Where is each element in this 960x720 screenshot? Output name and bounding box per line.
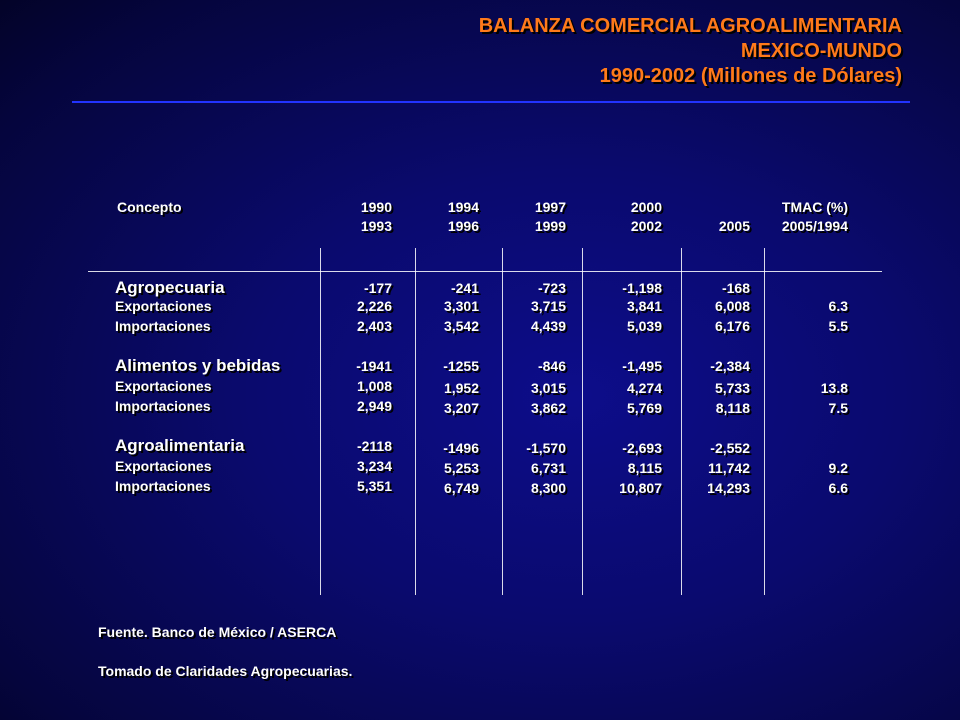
reference-note: Tomado de Claridades Agropecuarias. (98, 663, 353, 679)
value-cell: 4,439 (530, 318, 566, 334)
value-cell: 3,015 (530, 380, 566, 396)
value-cell: 10,807 (619, 480, 662, 496)
row-label-exportaciones: Exportaciones (115, 458, 212, 474)
col-header-tmac-bottom: 2005/1994 (781, 218, 848, 234)
value-cell: 6,176 (714, 318, 750, 334)
value-cell: -1941 (356, 358, 392, 374)
title-divider (72, 101, 910, 103)
value-cell: 2,403 (356, 318, 392, 334)
value-cell: 5,039 (626, 318, 662, 334)
value-cell: 3,234 (356, 458, 392, 474)
col-header-2000-top: 2000 (630, 199, 662, 215)
col-header-tmac-top: TMAC (%) (781, 199, 848, 215)
slide-title (479, 14, 902, 89)
value-cell: 3,862 (530, 400, 566, 416)
value-cell: 3,542 (443, 318, 479, 334)
col-header-1990-bottom: 1993 (360, 218, 392, 234)
value-cell: 2,226 (356, 298, 392, 314)
value-cell: 2,949 (356, 398, 392, 414)
value-cell: 6,731 (530, 460, 566, 476)
value-cell: -177 (363, 280, 392, 296)
value-cell: 11,742 (707, 460, 750, 476)
value-cell: 8,118 (715, 400, 750, 416)
value-cell: -846 (537, 358, 566, 374)
row-label-importaciones: Importaciones (115, 478, 211, 494)
value-cell: 14,293 (707, 480, 750, 496)
row-label-importaciones: Importaciones (115, 398, 211, 414)
value-cell: -1,198 (622, 280, 662, 296)
value-cell: -2,384 (710, 358, 750, 374)
value-cell: 5,733 (714, 380, 750, 396)
value-cell: -723 (537, 280, 566, 296)
value-cell: 5,769 (626, 400, 662, 416)
value-cell: -2,552 (710, 440, 750, 456)
tmac-cell: 6.6 (828, 480, 848, 496)
group-label-alimentos-y-bebidas: Alimentos y bebidas (115, 356, 281, 375)
column-divider (681, 248, 682, 595)
value-cell: 3,715 (530, 298, 566, 314)
value-cell: -1,570 (526, 440, 566, 456)
value-cell: -2,693 (622, 440, 662, 456)
value-cell: -168 (721, 280, 750, 296)
value-cell: -1,495 (622, 358, 662, 374)
value-cell: 3,301 (443, 298, 479, 314)
column-divider (502, 248, 503, 595)
column-divider (415, 248, 416, 595)
col-header-2000-bottom: 2002 (630, 218, 662, 234)
column-divider (764, 248, 765, 595)
source-note: Fuente. Banco de México / ASERCA (98, 624, 337, 640)
row-label-importaciones: Importaciones (115, 318, 211, 334)
col-header-1994-bottom: 1996 (447, 218, 479, 234)
column-divider (582, 248, 583, 595)
group-label-agropecuaria: Agropecuaria (115, 278, 225, 297)
value-cell: 5,351 (356, 478, 392, 494)
tmac-cell: 9.2 (828, 460, 848, 476)
tmac-cell: 6.3 (828, 298, 848, 314)
row-label-exportaciones: Exportaciones (115, 378, 212, 394)
value-cell: -1255 (443, 358, 479, 374)
group-label-agroalimentaria: Agroalimentaria (115, 436, 245, 455)
value-cell: 1,008 (356, 378, 392, 394)
value-cell: 8,300 (530, 480, 566, 496)
value-cell: 8,115 (627, 460, 662, 476)
value-cell: 4,274 (626, 380, 662, 396)
value-cell: -2118 (356, 438, 392, 454)
value-cell: 3,207 (443, 400, 479, 416)
value-cell: 6,008 (714, 298, 750, 314)
value-cell: -1496 (443, 440, 479, 456)
col-header-1994-top: 1994 (447, 199, 479, 215)
column-divider (320, 248, 321, 595)
col-header-1997-bottom: 1999 (534, 218, 566, 234)
tmac-cell: 13.8 (820, 380, 848, 396)
title-line-3: 1990-2002 (Millones de Dólares) (599, 65, 902, 87)
value-cell: 1,952 (443, 380, 479, 396)
value-cell: 3,841 (626, 298, 662, 314)
row-label-exportaciones: Exportaciones (115, 298, 212, 314)
col-header-1990-top: 1990 (360, 199, 392, 215)
col-header-2005: 2005 (718, 218, 750, 234)
value-cell: -241 (450, 280, 479, 296)
concept-header: Concepto (117, 199, 182, 215)
value-cell: 5,253 (443, 460, 479, 476)
title-line-2: MEXICO-MUNDO (740, 40, 902, 62)
value-cell: 6,749 (443, 480, 479, 496)
title-line-1: BALANZA COMERCIAL AGROALIMENTARIA (478, 15, 902, 37)
tmac-cell: 7.5 (828, 400, 848, 416)
col-header-1997-top: 1997 (534, 199, 566, 215)
header-divider (88, 271, 882, 272)
tmac-cell: 5.5 (828, 318, 848, 334)
